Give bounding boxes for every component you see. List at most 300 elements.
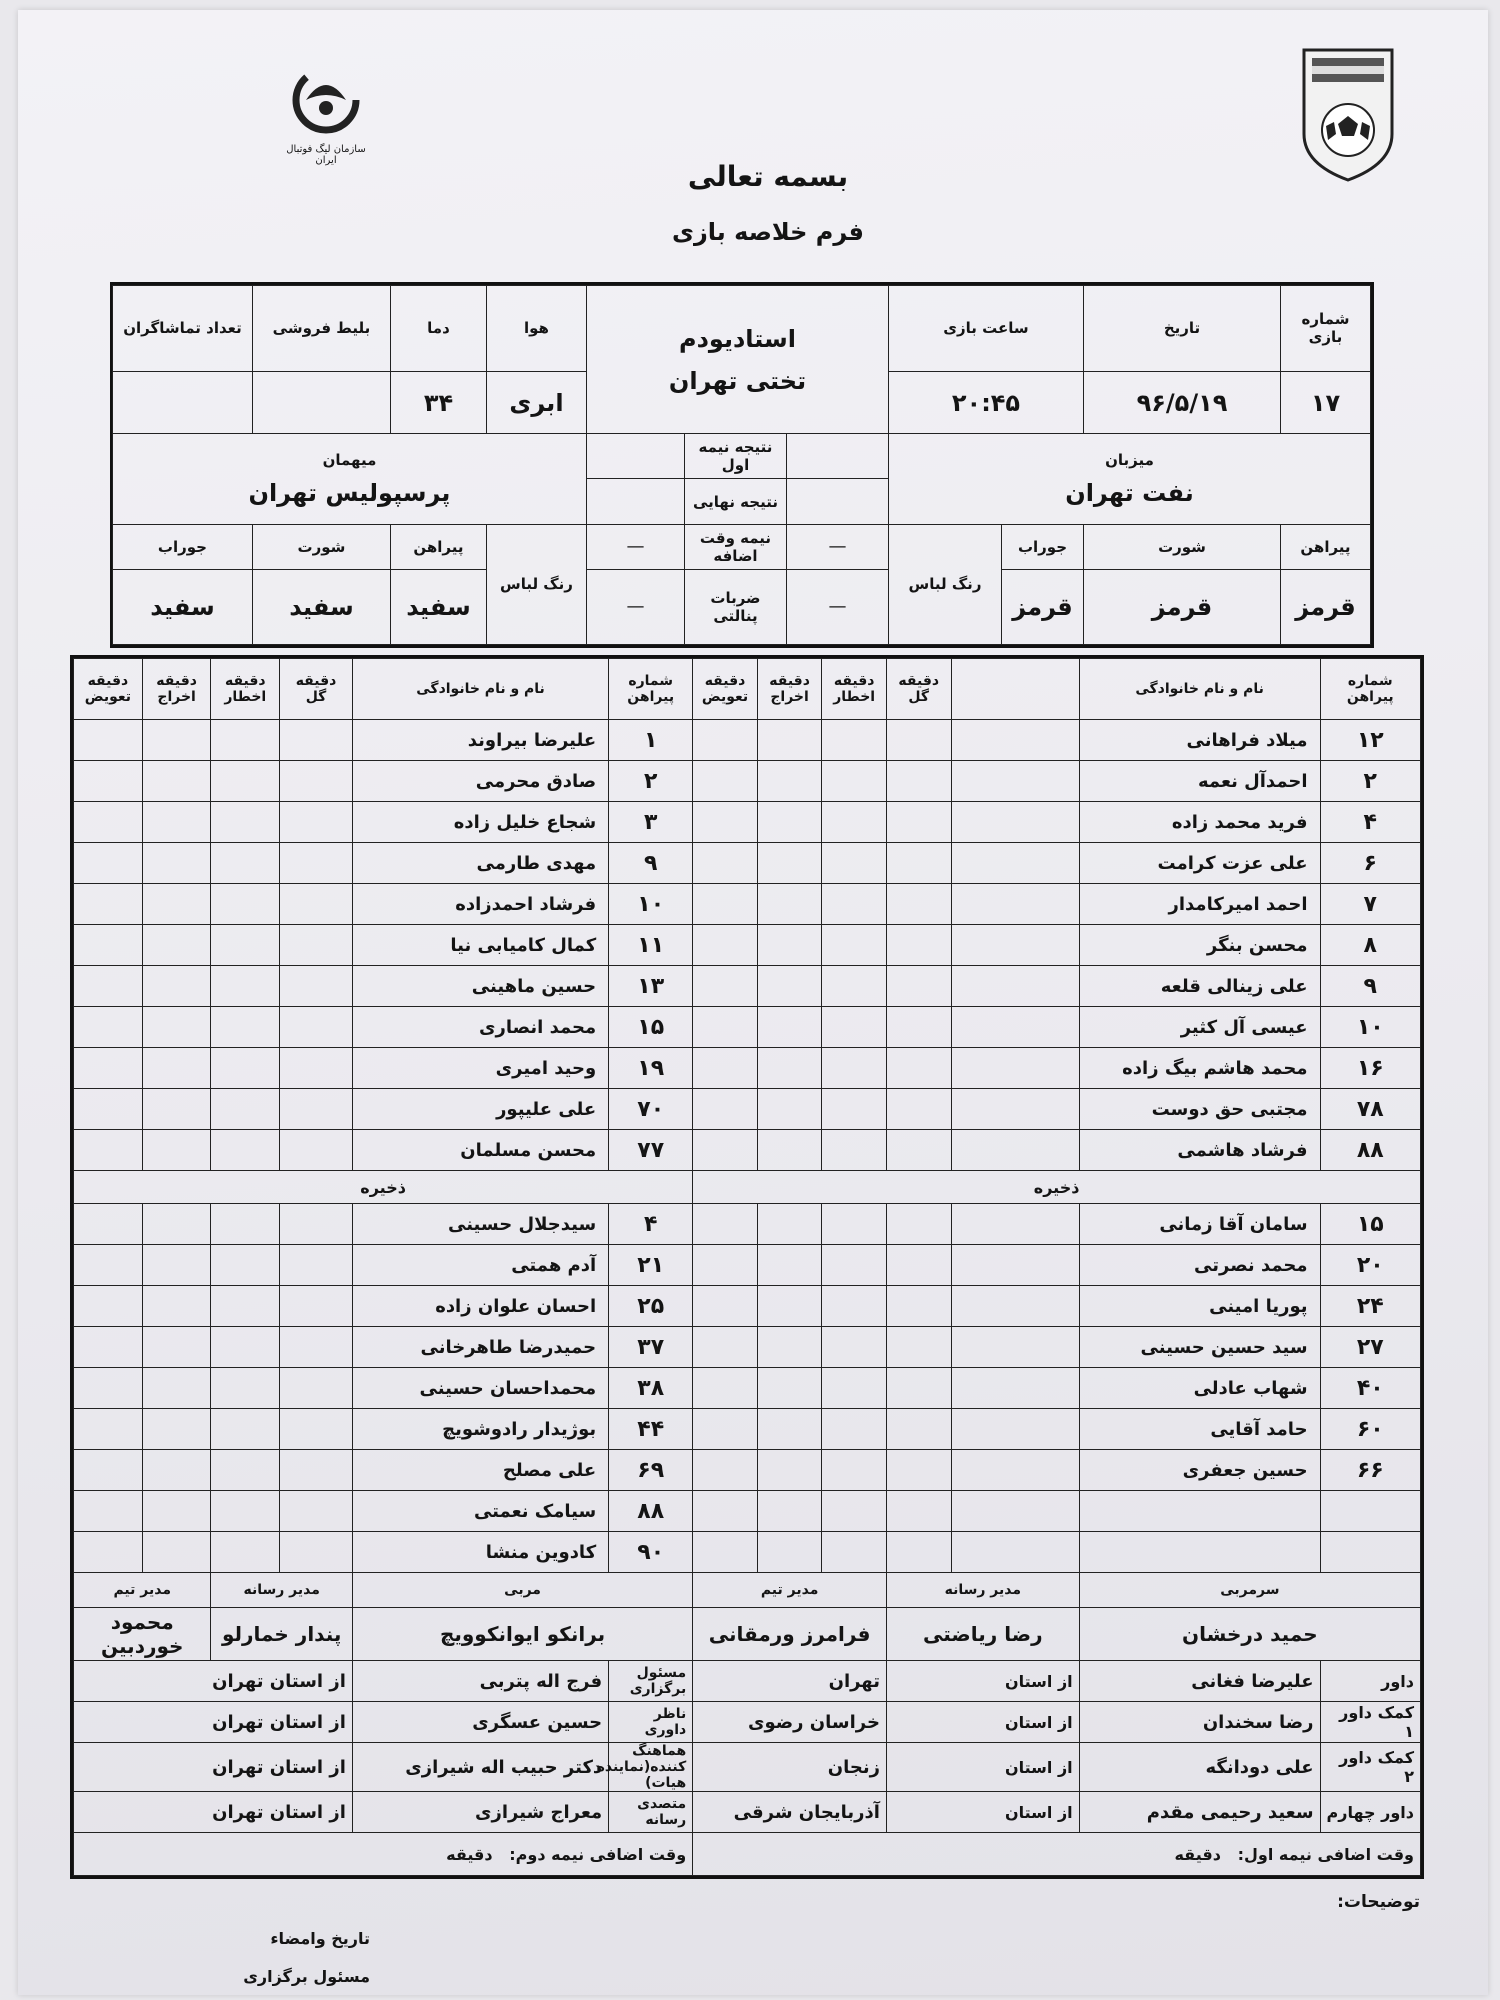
guest-player-number: ۱۰	[609, 884, 693, 925]
guest-player-minute-cell	[280, 1327, 353, 1368]
host-player-minute-cell	[886, 966, 951, 1007]
guest-player-name: علی مصلح	[352, 1450, 608, 1491]
host-player-minute-cell	[822, 1286, 887, 1327]
host-player-minute-cell	[951, 1245, 1079, 1286]
guest-player-name: فرشاد احمدزاده	[352, 884, 608, 925]
league-logo	[276, 60, 376, 170]
guest-player-minute-cell	[280, 761, 353, 802]
guest-player-minute-cell	[74, 966, 143, 1007]
guest-player-minute-cell	[280, 1007, 353, 1048]
host-player-number: ۶	[1320, 843, 1420, 884]
guest-socks-color: سفید	[112, 569, 252, 644]
table-row	[74, 1204, 1421, 1245]
guest-player-minute-cell	[211, 761, 280, 802]
host-player-number: ۷	[1320, 884, 1420, 925]
guest-player-name: کمال کامیابی نیا	[352, 925, 608, 966]
guest-label: میهمان	[322, 450, 377, 469]
guest-player-name: وحید امیری	[352, 1048, 608, 1089]
host-player-name: علی عزت کرامت	[1079, 843, 1320, 884]
table-row	[74, 1130, 1421, 1171]
guest-player-minute-cell	[74, 1089, 143, 1130]
host-player-minute-cell	[693, 720, 758, 761]
host-col-goal-min: دقیقه گل	[886, 659, 951, 720]
guest-team-cell	[112, 434, 586, 524]
table-row	[74, 884, 1421, 925]
date-label: تاریخ	[1084, 286, 1281, 372]
host-player-name: حسین جعفری	[1079, 1450, 1320, 1491]
referee-province: تهران	[693, 1661, 887, 1702]
guest-player-minute-cell	[74, 1286, 143, 1327]
league-logo-caption: سازمان لیگ فوتبال ایران	[286, 144, 366, 166]
referee-from-label: از استان	[886, 1661, 1079, 1702]
host-player-minute-cell	[951, 1286, 1079, 1327]
guest-penalties: —	[586, 569, 684, 644]
host-player-minute-cell	[693, 1130, 758, 1171]
guest-player-number: ۶۹	[609, 1450, 693, 1491]
extra-first-label: وقت اضافی نیمه اول:	[1237, 1844, 1414, 1864]
guest-player-number: ۹	[609, 843, 693, 884]
host-col-blank	[951, 659, 1079, 720]
guest-player-name: سیامک نعمتی	[352, 1491, 608, 1532]
host-player-minute-cell	[886, 1007, 951, 1048]
host-player-minute-cell	[951, 1409, 1079, 1450]
guest-player-minute-cell	[280, 1204, 353, 1245]
host-player-name: فرید محمد زاده	[1079, 802, 1320, 843]
guest-player-name: علی علیپور	[352, 1089, 608, 1130]
host-player-minute-cell	[693, 1048, 758, 1089]
guest-player-number: ۲۱	[609, 1245, 693, 1286]
host-player-minute-cell	[693, 1089, 758, 1130]
guest-manager-label: مدیر تیم	[74, 1573, 211, 1608]
host-player-minute-cell	[757, 1286, 822, 1327]
host-player-minute-cell	[886, 1450, 951, 1491]
host-player-minute-cell	[951, 1532, 1079, 1573]
guest-player-minute-cell	[74, 720, 143, 761]
host-player-minute-cell	[693, 884, 758, 925]
table-row	[74, 1327, 1421, 1368]
guest-player-minute-cell	[280, 1491, 353, 1532]
guest-coach-label: مربی	[352, 1573, 692, 1608]
host-player-number: ۶۰	[1320, 1409, 1420, 1450]
guest-player-number: ۲۵	[609, 1286, 693, 1327]
guest-player-minute-cell	[280, 720, 353, 761]
host-player-minute-cell	[951, 802, 1079, 843]
host-player-minute-cell	[822, 1089, 887, 1130]
guest-player-minute-cell	[74, 843, 143, 884]
guest-player-name: آدم همتی	[352, 1245, 608, 1286]
sign-organizer-label: مسئول برگزاری	[243, 1967, 370, 1986]
host-player-minute-cell	[757, 1491, 822, 1532]
fourth-province: آذربایجان شرقی	[693, 1792, 887, 1833]
host-player-minute-cell	[951, 843, 1079, 884]
guest-player-minute-cell	[142, 761, 211, 802]
guest-player-number: ۷۷	[609, 1130, 693, 1171]
guest-player-minute-cell	[74, 761, 143, 802]
host-player-minute-cell	[757, 925, 822, 966]
host-shorts-color: قرمز	[1084, 569, 1281, 644]
host-team-name: نفت تهران	[1065, 478, 1194, 507]
guest-first-half-score	[586, 434, 684, 479]
host-player-minute-cell	[886, 884, 951, 925]
final-label: نتیجه نهایی	[684, 479, 786, 524]
guest-player-minute-cell	[211, 1491, 280, 1532]
host-player-minute-cell	[951, 720, 1079, 761]
host-player-name: پوریا امینی	[1079, 1286, 1320, 1327]
weather-value: ابری	[486, 371, 586, 433]
guest-player-minute-cell	[280, 966, 353, 1007]
ar2-label: کمک داور ۲	[1320, 1743, 1420, 1792]
guest-shorts-color: سفید	[252, 569, 390, 644]
host-col-name: نام و نام خانوادگی	[1079, 659, 1320, 720]
guest-player-minute-cell	[211, 1532, 280, 1573]
guest-player-minute-cell	[211, 1245, 280, 1286]
guest-col-sendoff-min: دقیقه اخراج	[142, 659, 211, 720]
host-player-minute-cell	[822, 1007, 887, 1048]
guest-player-minute-cell	[211, 1130, 280, 1171]
host-player-minute-cell	[886, 761, 951, 802]
host-player-minute-cell	[757, 1409, 822, 1450]
guest-player-minute-cell	[142, 1368, 211, 1409]
guest-player-minute-cell	[74, 1048, 143, 1089]
extra-second-label: وقت اضافی نیمه دوم:	[509, 1844, 687, 1864]
sign-date-label: تاریخ وامضاء	[270, 1929, 370, 1948]
time-label: ساعت بازی	[888, 286, 1083, 372]
host-player-minute-cell	[822, 720, 887, 761]
host-player-minute-cell	[757, 1007, 822, 1048]
players-table	[70, 655, 1424, 1879]
ar1-from-label: از استان	[886, 1702, 1079, 1743]
host-player-number: ۱۵	[1320, 1204, 1420, 1245]
host-col-warn-min: دقیقه اخطار	[822, 659, 887, 720]
host-player-minute-cell	[886, 925, 951, 966]
table-row	[74, 1368, 1421, 1409]
guest-player-minute-cell	[211, 1089, 280, 1130]
extra-time-first-half	[693, 1833, 1421, 1876]
guest-player-minute-cell	[142, 1532, 211, 1573]
media_officer-province: از استان تهران	[74, 1792, 353, 1833]
guest-player-minute-cell	[280, 1409, 353, 1450]
host-player-minute-cell	[757, 884, 822, 925]
guest-col-name: نام و نام خانوادگی	[352, 659, 608, 720]
guest-player-minute-cell	[142, 1327, 211, 1368]
guest-player-minute-cell	[142, 925, 211, 966]
host-player-minute-cell	[951, 761, 1079, 802]
guest-player-name: سیدجلال حسینی	[352, 1204, 608, 1245]
guest-player-number: ۳	[609, 802, 693, 843]
host-player-minute-cell	[822, 802, 887, 843]
table-row	[74, 1089, 1421, 1130]
guest-player-minute-cell	[280, 884, 353, 925]
guest-player-minute-cell	[280, 1532, 353, 1573]
host-player-minute-cell	[886, 1327, 951, 1368]
host-player-minute-cell	[693, 1450, 758, 1491]
host-player-number: ۶۶	[1320, 1450, 1420, 1491]
host-player-minute-cell	[951, 1491, 1079, 1532]
host-player-number: ۸	[1320, 925, 1420, 966]
host-team-manager: فرامرز ورمقانی	[693, 1608, 887, 1661]
guest-media-label: مدیر رسانه	[211, 1573, 352, 1608]
host-player-minute-cell	[693, 966, 758, 1007]
host-shorts-label: شورت	[1084, 524, 1281, 569]
guest-player-minute-cell	[74, 1368, 143, 1409]
host-player-name: شهاب عادلی	[1079, 1368, 1320, 1409]
guest-player-name: علیرضا بیراوند	[352, 720, 608, 761]
guest-player-minute-cell	[142, 1286, 211, 1327]
host-player-minute-cell	[951, 1204, 1079, 1245]
signature-block	[170, 1920, 370, 1996]
host-player-number: ۲۷	[1320, 1327, 1420, 1368]
observer-label: ناظر داوری	[609, 1702, 693, 1743]
host-socks-color: قرمز	[1002, 569, 1084, 644]
host-player-minute-cell	[886, 1204, 951, 1245]
coordinator-label: هماهنگ کننده(نماینده هیات)	[609, 1743, 693, 1792]
organizer-label: مسئول برگزاری	[609, 1661, 693, 1702]
table-row	[74, 966, 1421, 1007]
host-player-minute-cell	[693, 1245, 758, 1286]
guest-player-minute-cell	[142, 1204, 211, 1245]
guest-player-name: محسن مسلمان	[352, 1130, 608, 1171]
spectators-value	[112, 371, 252, 433]
host-player-minute-cell	[693, 1204, 758, 1245]
host-player-name: احمد امیرکامدار	[1079, 884, 1320, 925]
host-player-minute-cell	[693, 761, 758, 802]
host-col-sendoff-min: دقیقه اخراج	[757, 659, 822, 720]
ar1-province: خراسان رضوی	[693, 1702, 887, 1743]
guest-player-minute-cell	[211, 1286, 280, 1327]
host-player-minute-cell	[757, 1204, 822, 1245]
host-player-minute-cell	[951, 1089, 1079, 1130]
host-manager-label: مدیر تیم	[693, 1573, 887, 1608]
form-title: فرم خلاصه بازی	[671, 218, 865, 246]
host-player-name: سید حسین حسینی	[1079, 1327, 1320, 1368]
host-player-name: سامان آقا زمانی	[1079, 1204, 1320, 1245]
host-player-minute-cell	[693, 843, 758, 884]
guest-player-minute-cell	[74, 925, 143, 966]
host-player-minute-cell	[693, 925, 758, 966]
host-reserve-heading: ذخیره	[693, 1171, 1421, 1204]
guest-player-minute-cell	[211, 1409, 280, 1450]
match-date: ۹۶/۵/۱۹	[1084, 371, 1281, 433]
host-player-minute-cell	[757, 1245, 822, 1286]
host-player-minute-cell	[822, 966, 887, 1007]
guest-player-minute-cell	[142, 1130, 211, 1171]
host-player-minute-cell	[822, 843, 887, 884]
host-kit-label: رنگ لباس	[888, 524, 1001, 644]
guest-player-minute-cell	[142, 843, 211, 884]
guest-player-minute-cell	[142, 966, 211, 1007]
table-row	[74, 1245, 1421, 1286]
guest-player-name: احسان علوان زاده	[352, 1286, 608, 1327]
host-player-minute-cell	[757, 1130, 822, 1171]
host-player-number	[1320, 1532, 1420, 1573]
guest-player-number: ۹۰	[609, 1532, 693, 1573]
guest-reserve-heading: ذخیره	[74, 1171, 693, 1204]
first-half-label: نتیجه نیمه اول	[684, 434, 786, 479]
table-row	[74, 1450, 1421, 1491]
ticket-label: بلیط فروشی	[252, 286, 390, 372]
guest-col-shirt-no: شماره پیراهن	[609, 659, 693, 720]
guest-media-manager: پندار خمارلو	[211, 1608, 352, 1661]
guest-player-minute-cell	[280, 1450, 353, 1491]
host-player-name: میلاد فراهانی	[1079, 720, 1320, 761]
guest-player-number: ۲	[609, 761, 693, 802]
guest-player-number: ۸۸	[609, 1491, 693, 1532]
extra-second-minute: دقیقه	[446, 1844, 493, 1864]
guest-player-minute-cell	[142, 884, 211, 925]
host-player-minute-cell	[757, 802, 822, 843]
host-player-minute-cell	[822, 925, 887, 966]
host-player-name: علی زینالی قلعه	[1079, 966, 1320, 1007]
stadium-label: استادیودم	[679, 324, 796, 353]
guest-team-manager: محمود خوردبین	[74, 1608, 211, 1661]
host-player-number: ۱۶	[1320, 1048, 1420, 1089]
extra-time-label: نیمه وقت اضافه	[684, 524, 786, 569]
host-player-minute-cell	[822, 1491, 887, 1532]
match-time: ۲۰:۴۵	[888, 371, 1083, 433]
host-shirt-color: قرمز	[1281, 569, 1371, 644]
guest-player-minute-cell	[280, 802, 353, 843]
guest-player-minute-cell	[74, 1007, 143, 1048]
guest-player-number: ۴۴	[609, 1409, 693, 1450]
guest-player-minute-cell	[74, 1327, 143, 1368]
host-player-minute-cell	[693, 1532, 758, 1573]
guest-player-name: حمیدرضا طاهرخانی	[352, 1327, 608, 1368]
host-player-minute-cell	[822, 1450, 887, 1491]
guest-player-minute-cell	[142, 1491, 211, 1532]
fourth-from-label: از استان	[886, 1792, 1079, 1833]
observer-name: حسین عسگری	[352, 1702, 608, 1743]
guest-player-number: ۱۱	[609, 925, 693, 966]
guest-player-minute-cell	[211, 843, 280, 884]
guest-player-minute-cell	[142, 1048, 211, 1089]
stadium-cell	[586, 286, 888, 434]
guest-coach: برانکو ایوانکوویچ	[352, 1608, 692, 1661]
host-team-cell	[888, 434, 1370, 524]
table-row	[74, 761, 1421, 802]
guest-player-minute-cell	[280, 843, 353, 884]
host-player-minute-cell	[886, 1491, 951, 1532]
guest-player-name: مهدی طارمی	[352, 843, 608, 884]
match-info-table	[110, 282, 1374, 648]
guest-col-warn-min: دقیقه اخطار	[211, 659, 280, 720]
guest-player-minute-cell	[74, 1204, 143, 1245]
guest-player-number: ۱۵	[609, 1007, 693, 1048]
penalty-label: ضربات پنالتی	[684, 569, 786, 644]
host-player-minute-cell	[822, 761, 887, 802]
host-media-label: مدیر رسانه	[886, 1573, 1079, 1608]
organizer-name: فرج اله پتربی	[352, 1661, 608, 1702]
host-player-minute-cell	[822, 1532, 887, 1573]
host-player-minute-cell	[886, 1532, 951, 1573]
guest-player-minute-cell	[211, 1204, 280, 1245]
host-player-minute-cell	[822, 884, 887, 925]
host-player-minute-cell	[886, 1089, 951, 1130]
ar2-name: علی دودانگه	[1079, 1743, 1320, 1792]
guest-player-minute-cell	[211, 1450, 280, 1491]
guest-player-minute-cell	[211, 1048, 280, 1089]
temp-label: دما	[390, 286, 486, 372]
host-player-minute-cell	[886, 1048, 951, 1089]
stadium-name: تختی تهران	[668, 366, 807, 395]
host-player-number: ۸۸	[1320, 1130, 1420, 1171]
host-player-number: ۹	[1320, 966, 1420, 1007]
host-player-minute-cell	[886, 1245, 951, 1286]
table-row	[74, 1007, 1421, 1048]
guest-player-minute-cell	[280, 1048, 353, 1089]
guest-shirt-color: سفید	[390, 569, 486, 644]
host-player-minute-cell	[886, 1409, 951, 1450]
table-row	[74, 1286, 1421, 1327]
host-player-minute-cell	[886, 802, 951, 843]
guest-player-minute-cell	[211, 802, 280, 843]
host-player-minute-cell	[757, 720, 822, 761]
fourth-name: سعید رحیمی مقدم	[1079, 1792, 1320, 1833]
table-row	[74, 720, 1421, 761]
coordinator-name: دکتر حبیب اله شیرازی	[352, 1743, 608, 1792]
guest-player-minute-cell	[142, 802, 211, 843]
observer-province: از استان تهران	[74, 1702, 353, 1743]
weather-label: هوا	[486, 286, 586, 372]
guest-player-minute-cell	[211, 1368, 280, 1409]
match-number: ۱۷	[1281, 371, 1371, 433]
host-player-minute-cell	[757, 1048, 822, 1089]
host-player-minute-cell	[693, 1327, 758, 1368]
guest-player-minute-cell	[74, 1491, 143, 1532]
host-player-minute-cell	[693, 802, 758, 843]
host-player-minute-cell	[951, 884, 1079, 925]
host-socks-label: جوراب	[1002, 524, 1084, 569]
host-player-minute-cell	[822, 1368, 887, 1409]
host-player-name: محمد هاشم بیگ زاده	[1079, 1048, 1320, 1089]
guest-player-minute-cell	[74, 802, 143, 843]
host-player-minute-cell	[757, 966, 822, 1007]
host-player-number: ۲۰	[1320, 1245, 1420, 1286]
host-player-minute-cell	[822, 1409, 887, 1450]
host-player-number	[1320, 1491, 1420, 1532]
guest-player-minute-cell	[74, 1245, 143, 1286]
host-player-name: حامد آقایی	[1079, 1409, 1320, 1450]
temp-value: ۳۴	[390, 371, 486, 433]
guest-player-minute-cell	[74, 1130, 143, 1171]
host-player-name	[1079, 1532, 1320, 1573]
host-player-minute-cell	[757, 843, 822, 884]
host-final-score	[786, 479, 888, 524]
host-player-minute-cell	[822, 1204, 887, 1245]
ticket-value	[252, 371, 390, 433]
host-player-minute-cell	[886, 1286, 951, 1327]
media_officer-name: معراج شیرازی	[352, 1792, 608, 1833]
guest-team-name: پرسپولیس تهران	[248, 478, 451, 507]
host-player-minute-cell	[693, 1286, 758, 1327]
host-player-minute-cell	[951, 1368, 1079, 1409]
guest-player-name: کادوین منشا	[352, 1532, 608, 1573]
guest-player-minute-cell	[280, 1245, 353, 1286]
host-player-minute-cell	[822, 1245, 887, 1286]
match-number-label: شماره بازی	[1281, 286, 1371, 372]
guest-player-minute-cell	[142, 1089, 211, 1130]
host-player-minute-cell	[951, 925, 1079, 966]
host-penalties: —	[786, 569, 888, 644]
host-player-minute-cell	[757, 1368, 822, 1409]
guest-player-name: صادق محرمی	[352, 761, 608, 802]
host-player-number: ۲	[1320, 761, 1420, 802]
host-player-minute-cell	[693, 1007, 758, 1048]
host-media-manager: رضا ریاضتی	[886, 1608, 1079, 1661]
host-head-coach-label: سرمربی	[1079, 1573, 1420, 1608]
extra-first-minute: دقیقه	[1174, 1844, 1221, 1864]
guest-player-name: حسین ماهینی	[352, 966, 608, 1007]
league-logo-icon	[286, 60, 366, 140]
